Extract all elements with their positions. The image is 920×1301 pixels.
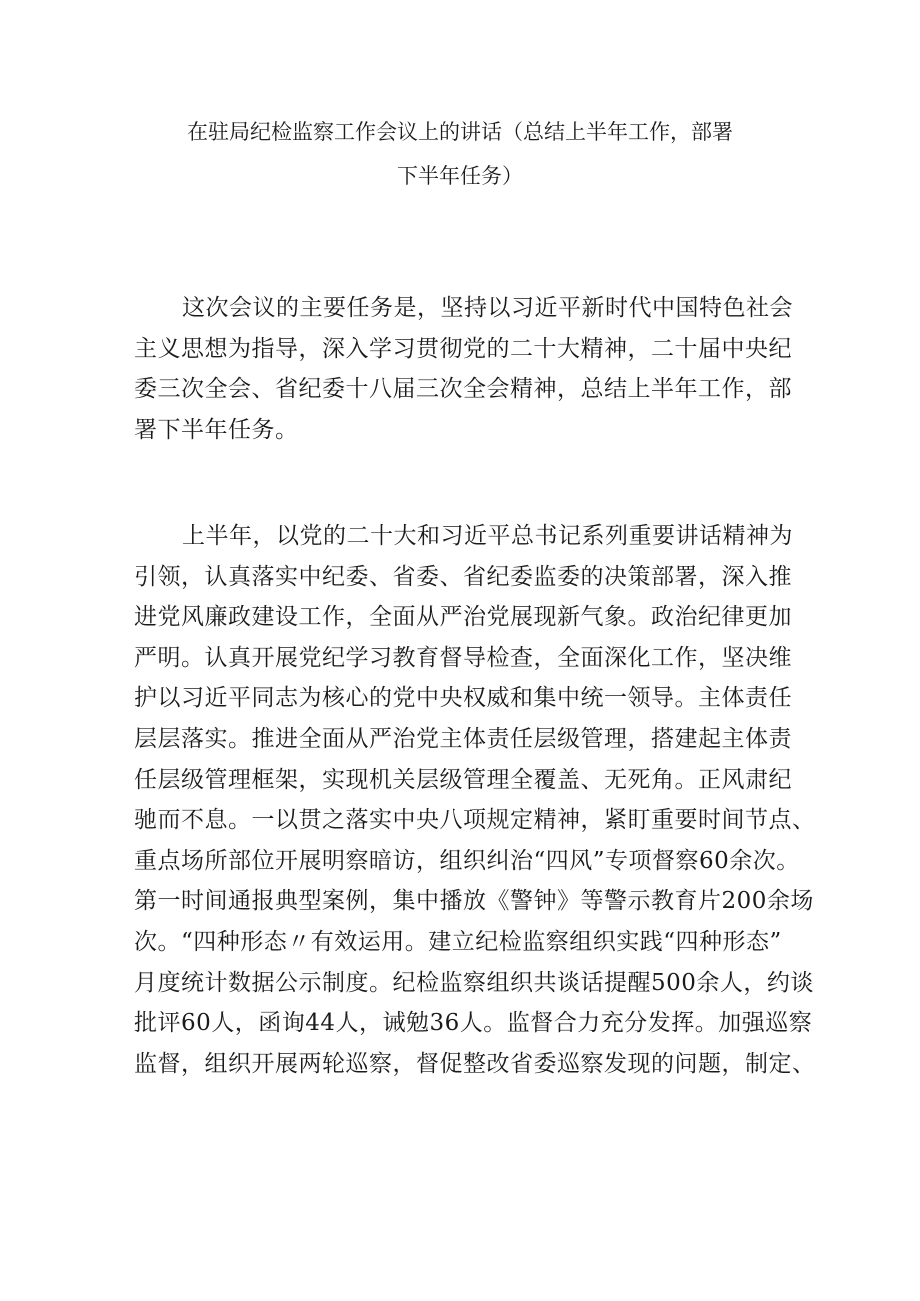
paragraph-line: 这次会议的主要任务是，坚持以习近平新时代中国特色社会 [182, 295, 793, 321]
document-title [130, 110, 790, 198]
paragraph-line: 批评60人，函询44人，诫勉36人。监督合力充分发挥。加强巡察 [134, 1010, 813, 1037]
paragraph-line: 进党风廉政建设工作，全面从严治党展现新气象。政治纪律更加 [134, 604, 792, 631]
paragraph-line: 重点场所部位开展明察暗访，组织纠治“四风”专项督察60余次。 [134, 847, 800, 874]
paragraph-line: 委三次全会、省纪委十八届三次全会精神，总结上半年工作，部 [134, 376, 792, 403]
paragraph-line: 第一时间通报典型案例，集中播放《警钟》等警示教育片200余场 [134, 888, 814, 915]
paragraph-line: 任层级管理框架，实现机关层级管理全覆盖、无死角。正风肃纪 [134, 766, 792, 793]
title-line: 在驻局纪检监察工作会议上的讲话（总结上半年工作，部署 [187, 120, 733, 144]
paragraph-line: 引领，认真落实中纪委、省委、省纪委监委的决策部署，深入推 [134, 563, 792, 590]
paragraph-line: 月度统计数据公示制度。纪检监察组织共谈话提醒500余人，约谈 [134, 969, 814, 996]
paragraph-line: 层层落实。推进全面从严治党主体责任层级管理，搭建起主体责 [134, 725, 792, 752]
paragraph-line: 主义思想为指导，深入学习贯彻党的二十大精神，二十届中央纪 [134, 335, 792, 362]
paragraph-line: 署下半年任务。 [134, 416, 299, 443]
title-line: 下半年任务） [397, 164, 523, 188]
paragraph-first-half-review [134, 516, 816, 1084]
paragraph-line: 驰而不息。一以贯之落实中央八项规定精神，紧盯重要时间节点、 [134, 807, 816, 834]
paragraph-line: 次。“四种形态〃有效运用。建立纪检监察组织实践“四种形态” [134, 928, 782, 955]
paragraph-line: 严明。认真开展党纪学习教育督导检查，全面深化工作，坚决维 [134, 644, 792, 671]
paragraph-line: 护以习近平同志为核心的党中央权威和集中统一领导。主体责任 [134, 685, 792, 712]
paragraph-line: 上半年，以党的二十大和习近平总书记系列重要讲话精神为 [182, 523, 793, 549]
paragraph-line: 监督，组织开展两轮巡察，督促整改省委巡察发现的问题，制定、 [134, 1050, 816, 1077]
paragraph-meeting-tasks [134, 288, 794, 450]
